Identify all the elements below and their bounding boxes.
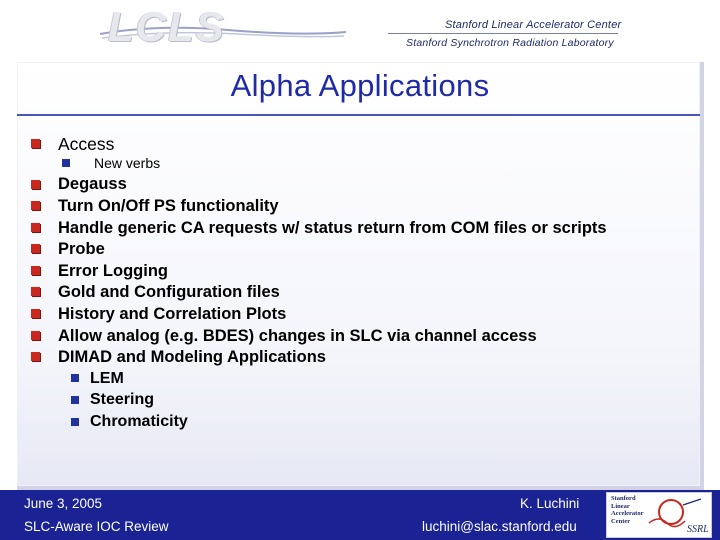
ssrl-ring-icon bbox=[645, 495, 711, 535]
bullet-item: Probe bbox=[58, 240, 105, 258]
bullet-marker bbox=[31, 352, 40, 361]
title-divider bbox=[17, 114, 700, 116]
bullet-marker bbox=[31, 331, 40, 340]
header-institution-1: Stanford Linear Accelerator Center bbox=[445, 19, 622, 31]
sub-bullet-item: New verbs bbox=[94, 155, 161, 171]
sub-bullet-marker bbox=[71, 418, 79, 426]
header-institution-2: Stanford Synchrotron Radiation Laboratory bbox=[406, 37, 614, 49]
lcls-logo: LCLS bbox=[108, 3, 226, 50]
sub-bullet-item: Steering bbox=[90, 391, 155, 408]
bullet-marker bbox=[31, 266, 40, 275]
bullet-marker bbox=[31, 139, 40, 148]
slide-title: Alpha Applications bbox=[230, 68, 490, 103]
bullet-item: Turn On/Off PS functionality bbox=[58, 197, 279, 215]
sub-bullet-item: LEM bbox=[90, 370, 124, 387]
bullet-marker bbox=[31, 244, 40, 253]
slide-header bbox=[0, 0, 720, 58]
sub-bullet-marker bbox=[71, 396, 79, 404]
svg-text:SSRL: SSRL bbox=[687, 524, 709, 535]
sub-bullet-marker bbox=[62, 159, 70, 167]
bullet-marker bbox=[31, 180, 40, 189]
bullet-item: Error Logging bbox=[58, 262, 168, 280]
sub-bullet-item: Chromaticity bbox=[90, 413, 188, 430]
bullet-marker bbox=[31, 309, 40, 318]
bullet-item: Access bbox=[58, 134, 115, 154]
footer-email: luchini@slac.stanford.edu bbox=[422, 519, 577, 534]
bullet-marker bbox=[31, 223, 40, 232]
bullet-item: DIMAD and Modeling Applications bbox=[58, 348, 326, 366]
bullet-marker bbox=[31, 287, 40, 296]
footer-event: SLC-Aware IOC Review bbox=[24, 519, 169, 534]
footer-date: June 3, 2005 bbox=[24, 496, 103, 511]
slac-ssrl-logo bbox=[606, 492, 712, 538]
bullet-item: Allow analog (e.g. BDES) changes in SLC via channel access bbox=[58, 327, 537, 345]
bullet-marker bbox=[31, 201, 40, 210]
header-divider bbox=[388, 33, 618, 34]
sub-bullet-marker bbox=[71, 374, 79, 382]
bullet-item: Gold and Configuration files bbox=[58, 283, 280, 301]
footer-author: K. Luchini bbox=[520, 496, 580, 511]
bullet-item: Handle generic CA requests w/ status return from COM files or scripts bbox=[58, 219, 607, 237]
bullet-item: History and Correlation Plots bbox=[58, 305, 287, 323]
bullet-item: Degauss bbox=[58, 175, 127, 193]
slac-logo-text: Stanford Linear Accelerator Center bbox=[611, 495, 644, 525]
